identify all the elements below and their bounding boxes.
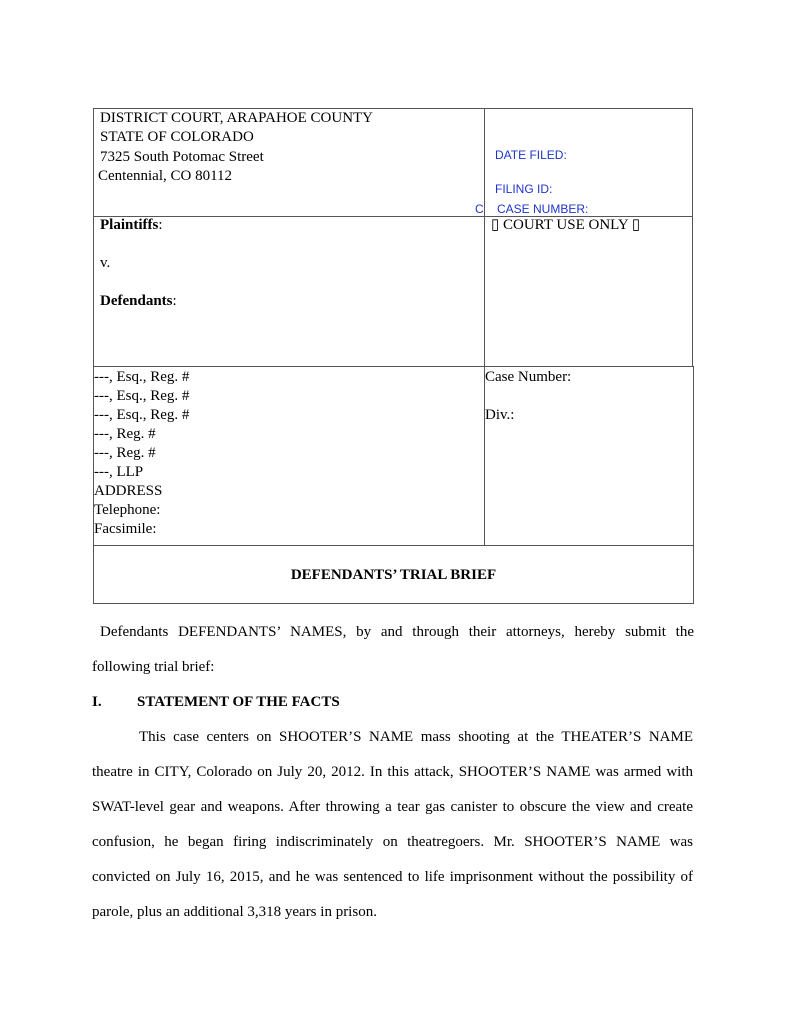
div-label: Div.: [485,407,515,423]
court-street: 7325 South Potomac Street [100,149,264,165]
attorney-line: Facsimile: [94,521,157,537]
date-filed-label: DATE FILED: [495,148,567,162]
court-state: STATE OF COLORADO [100,129,254,145]
box-glyph-left-icon: ▯ [491,217,500,233]
attorney-line: ---, Esq., Reg. # [94,407,190,423]
plaintiffs-colon: : [158,217,163,233]
defendants-colon: : [172,293,177,309]
section-title: STATEMENT OF THE FACTS [137,694,340,710]
section-number: I. [92,694,102,710]
court-city: Centennial, CO 80112 [98,168,233,184]
court-use-cell [484,216,693,367]
filing-id-label: FILING ID: [495,182,553,196]
document-title: DEFENDANTS’ TRIAL BRIEF [290,567,497,583]
plaintiffs-line [100,216,163,235]
attorney-line: ---, Esq., Reg. # [94,369,190,385]
filing-marker: C [475,202,484,216]
case-number-filing-label: CASE NUMBER: [497,202,589,216]
court-use-label: COURT USE ONLY [503,217,629,233]
section-heading [92,694,340,711]
case-number-cell [484,366,694,546]
defendants-line [100,292,177,311]
intro-paragraph: Defendants DEFENDANTS’ NAMES, by and through their attorneys, hereby submit the following trial brief: [92,624,694,675]
attorney-line: ---, Reg. # [94,426,156,442]
plaintiffs-label: Plaintiffs [100,217,159,233]
attorney-line: ---, Esq., Reg. # [94,388,190,404]
attorney-line: ADDRESS [94,483,163,499]
court-use-only [491,216,640,235]
attorney-line: ---, Reg. # [94,445,156,461]
facts-paragraph: This case centers on SHOOTER’S NAME mass shooting at the THEATER’S NAME theatre in CITY, Colorado on July 20, 2012. In this attack, SHOOTER’S NAME was armed with SWAT-level gear and weapons. After throwing a tear gas canister to obscure the view and create confusion, he began firing indiscriminately on theatregoers. Mr. SHOOTER’S NAME was convicted on July 16, 2015, and he was sentenced to life imprisonment without the possibility of parole, plus an additional 3,318 years in prison. [92,729,693,920]
versus-label: v. [100,255,111,271]
defendants-label: Defendants [100,293,173,309]
case-number-label: Case Number: [485,369,572,385]
box-glyph-right-icon: ▯ [631,217,641,233]
court-name: DISTRICT COURT, ARAPAHOE COUNTY [100,110,374,126]
attorney-line: Telephone: [94,502,161,518]
attorney-line: ---, LLP [94,464,144,480]
